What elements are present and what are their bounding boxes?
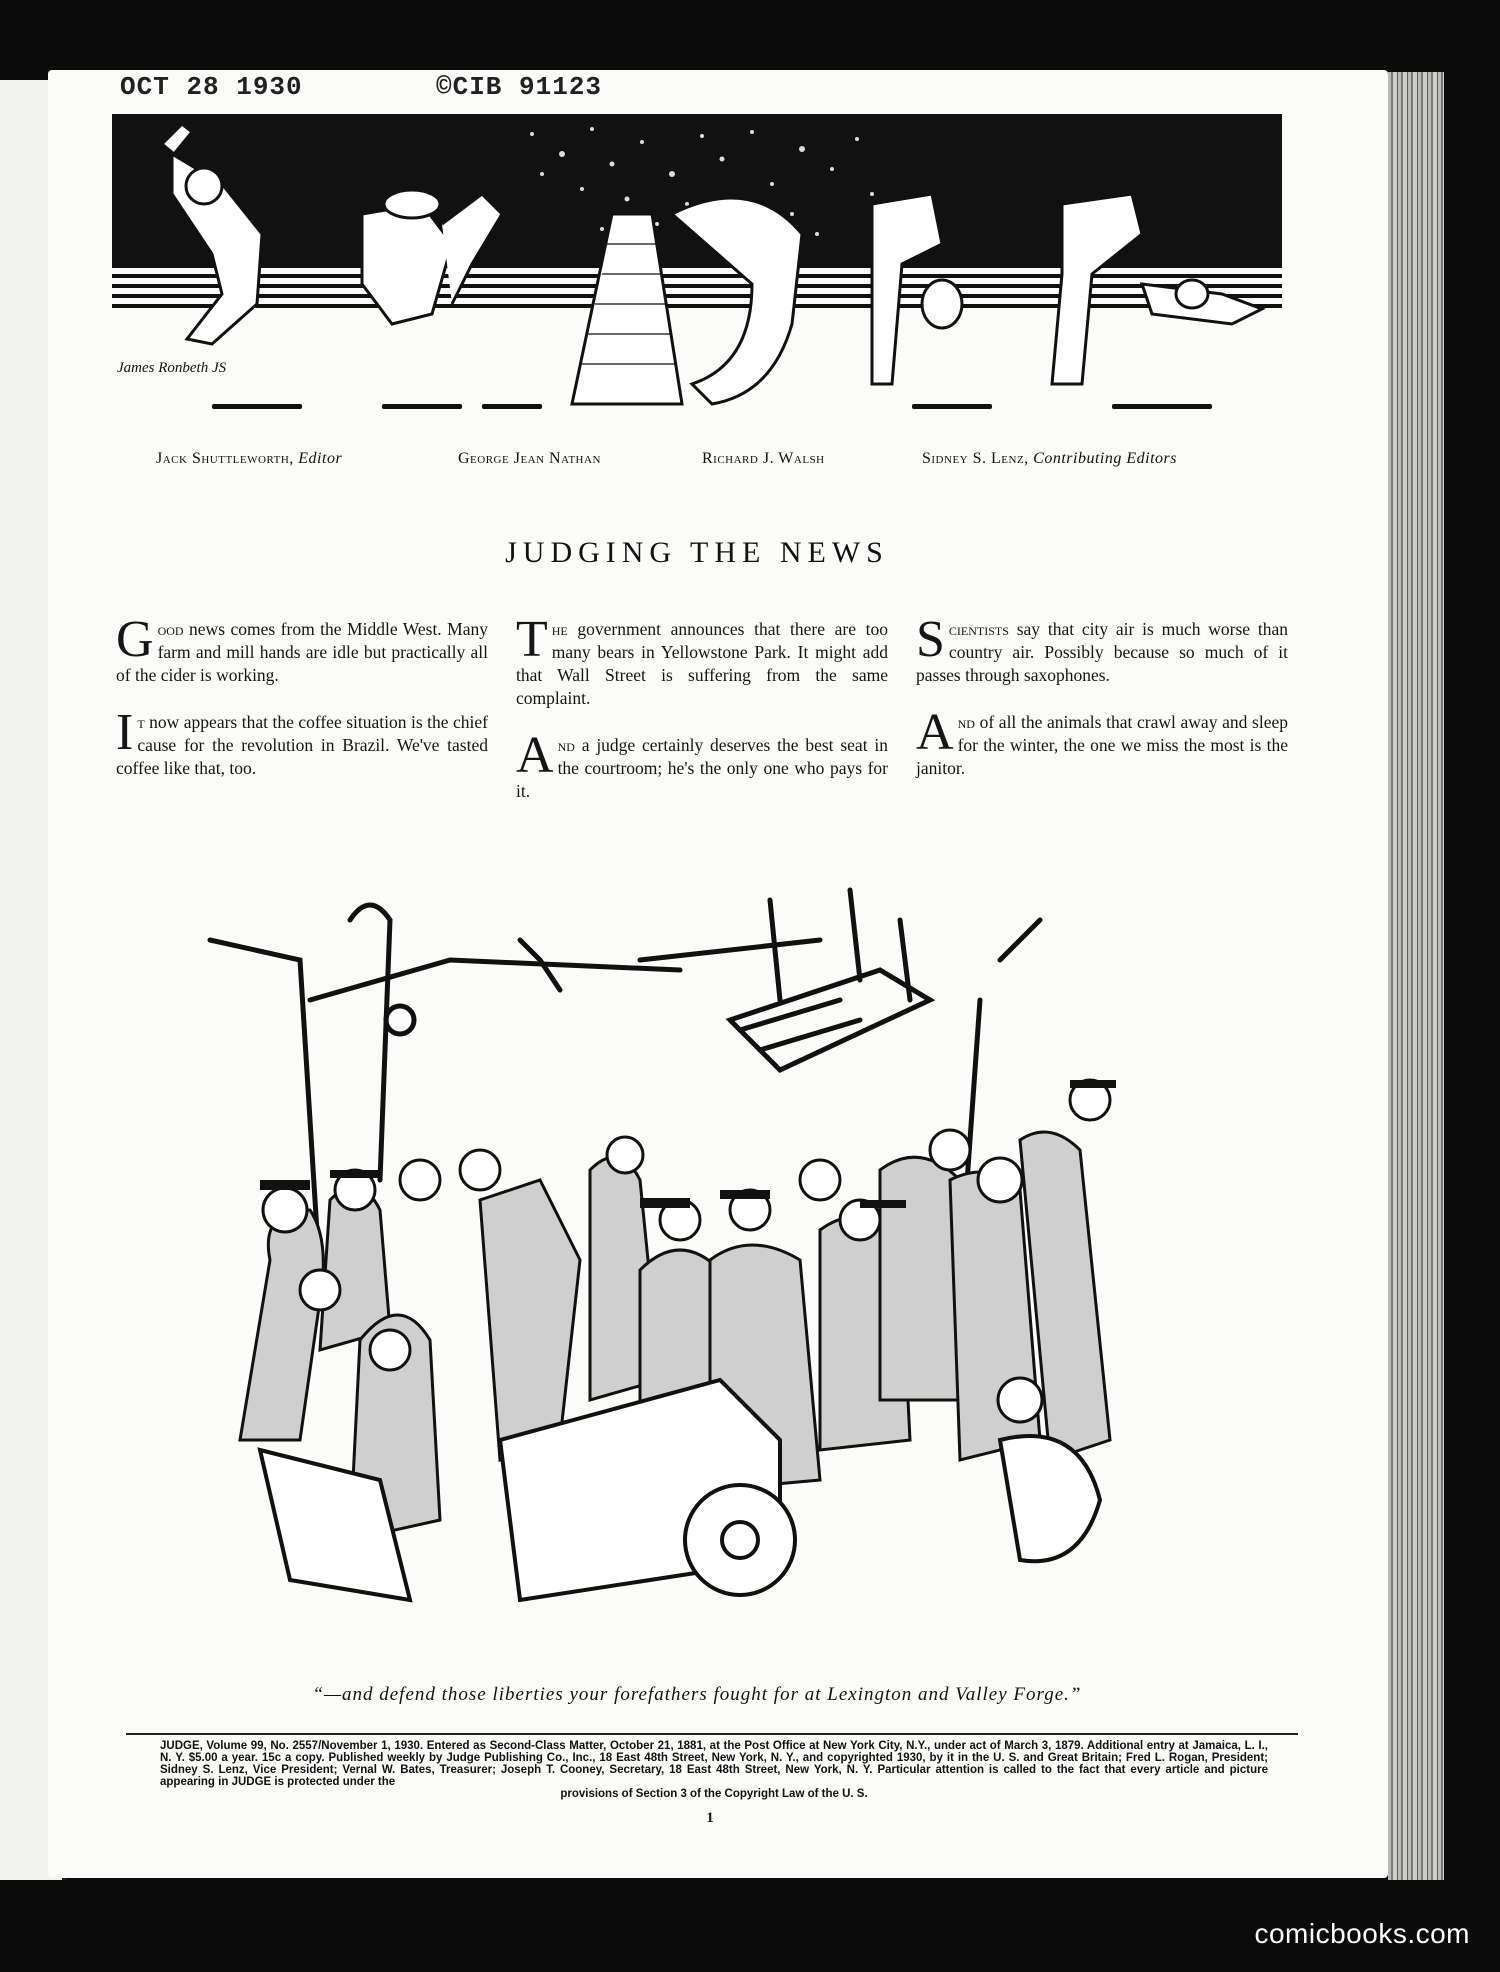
news-column-3 (916, 611, 1288, 804)
editor-credit: Richard J. Walsh (702, 450, 825, 467)
editor-credit: Jack Shuttleworth, Editor (156, 450, 343, 467)
editor-credits (112, 450, 1282, 476)
crowd-cartoon-illustration (120, 880, 1290, 1670)
page-stack-edge (1388, 72, 1444, 1880)
news-item: And a judge certainly deserves the best seat in the courtroom; he's the only one who pays for it. (516, 727, 888, 801)
footer-rule (126, 1733, 1298, 1735)
news-column-2 (516, 611, 888, 827)
editor-credit: Sidney S. Lenz, Contributing Editors (922, 450, 1177, 467)
news-item: It now appears that the coffee situation is the chief cause for the revolution in Brazil. We've tasted coffee like that, too. (116, 704, 488, 778)
news-item: Scientists say that city air is much worse than country air. Possibly because so much of it passes through saxophones. (916, 611, 1288, 685)
date-stamp: OCT 28 1930 (120, 72, 303, 102)
news-item: Good news comes from the Middle West. Many farm and mill hands are idle but practically all of the cider is working. (116, 611, 488, 685)
page-number: 1 (706, 1810, 714, 1826)
artist-signature: James Ronbeth JS (117, 360, 227, 376)
news-item: And of all the animals that crawl away and sleep for the winter, the one we miss the most is the janitor. (916, 704, 1288, 778)
news-column-1 (116, 611, 488, 804)
banner-illustration (112, 114, 1282, 414)
publication-notice: JUDGE, Volume 99, No. 2557/November 1, 1930. Entered as Second-Class Matter, October 21, 1881, at the Post Office at New York City, N.Y., under act of March 3, 1879. Additional entry at Jamaica, L. I., N. Y. $5.00 a year. 15c a copy. Published weekly by Judge Publishing Co., Inc., 18 East 48th Street, New York, N. Y., and copyrighted 1930, by it in the U. S. and Great Britain; Fred L. Rogan, President; Sidney S. Lenz, Vice President; Vernal W. Bates, Treasurer; Joseph T. Cooney, Secretary, 18 East 48th Street, New York, N. Y. Particular attention is called to the fact that every article and picture appearing in JUDGE is protected under the provisions of Section 3 of the Copyright Law of the U. S. (160, 1740, 1268, 1800)
news-item: The government announces that there are too many bears in Yellowstone Park. It might add that Wall Street is suffering from the same complaint. (516, 611, 888, 708)
site-watermark: comicbooks.com (1254, 1918, 1470, 1949)
cartoon-caption: “—and defend those liberties your forefathers fought for at Lexington and Valley Forge.” (312, 1684, 1082, 1705)
page-title: JUDGING THE NEWS (505, 536, 889, 569)
copyright-stamp: ©CIB 91123 (436, 72, 603, 102)
editor-credit: George Jean Nathan (458, 450, 601, 467)
